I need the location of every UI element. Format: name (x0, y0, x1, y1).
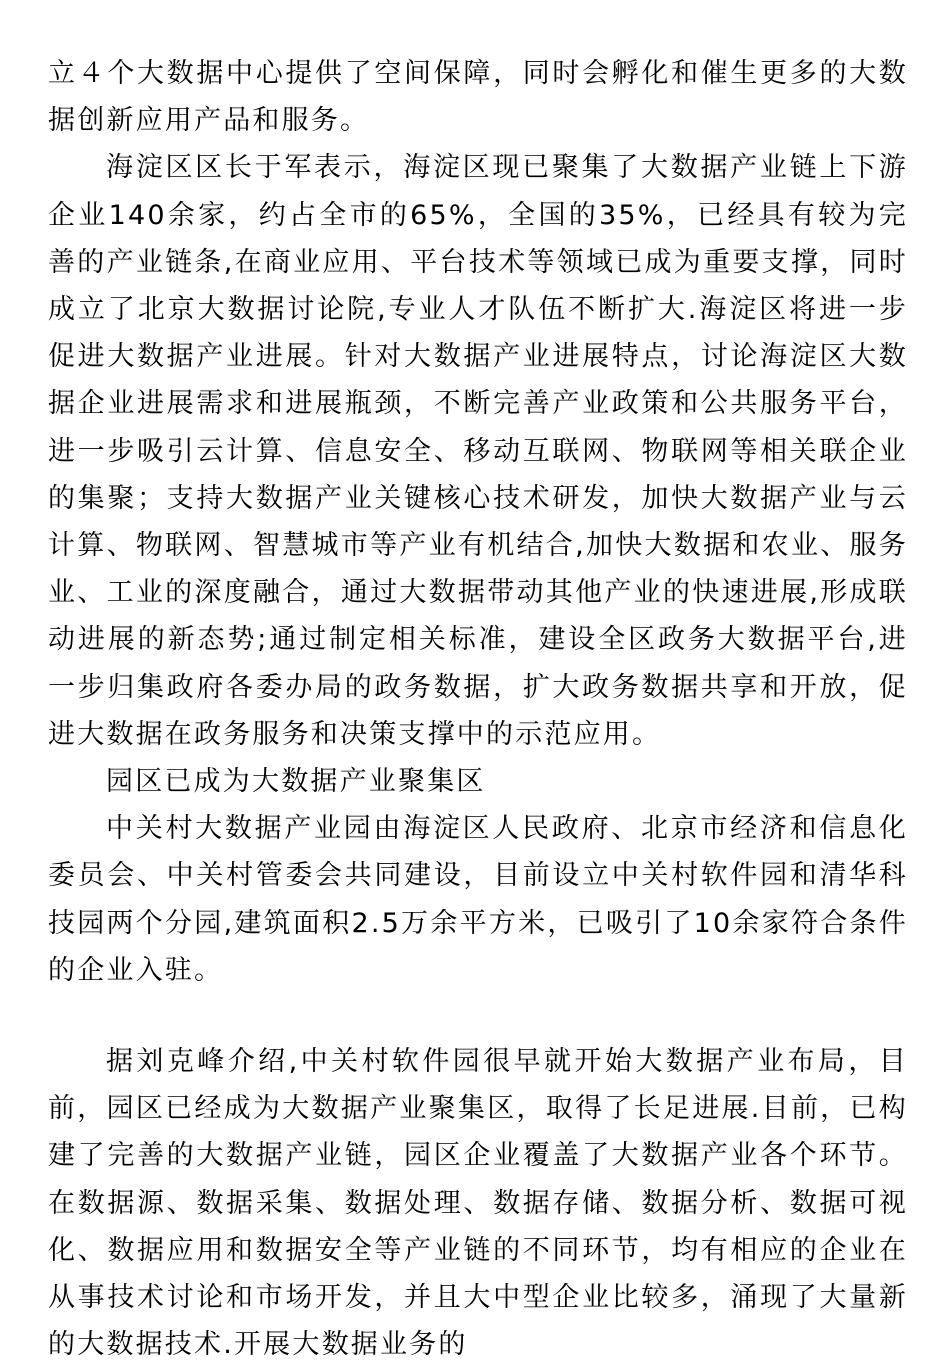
paragraph-haidian-district: 海淀区区长于军表示，海淀区现已聚集了大数据产业链上下游企业140余家，约占全市的65%，全国的35%，已经具有较为完善的产业链条,在商业应用、平台技术等领域已成为重要支撑，同时成立了北京大数据讨论院,专业人才队伍不断扩大.海淀区将进一步促进大数据产业进展。针对大数据产业进展特点，讨论海淀区大数据企业进展需求和进展瓶颈，不断完善产业政策和公共服务平台，进一步吸引云计算、信息安全、移动互联网、物联网等相关联企业的集聚；支持大数据产业关键核心技术研发，加快大数据产业与云计算、物联网、智慧城市等产业有机结合,加快大数据和农业、服务业、工业的深度融合，通过大数据带动其他产业的快速进展,形成联动进展的新态势;通过制定相关标准，建设全区政务大数据平台,进一步归集政府各委办局的政务数据，扩大政务数据共享和开放，促进大数据在政务服务和决策支撑中的示范应用。 (48, 152, 908, 750)
section-heading: 园区已成为大数据产业聚集区 (106, 766, 486, 798)
paragraph-industry-park: 中关村大数据产业园由海淀区人民政府、北京市经济和信息化委员会、中关村管委会共同建设，目前设立中关村软件园和清华科技园两个分园,建筑面积2.5万余平方米，已吸引了10余家符合条件的企业入驻。 (48, 813, 908, 986)
paragraph-intro-continuation: 立４个大数据中心提供了空间保障，同时会孵化和催生更多的大数据创新应用产品和服务。 (48, 58, 908, 137)
paragraph-gap (48, 994, 908, 1038)
paragraph-software-park: 据刘克峰介绍,中关村软件园很早就开始大数据产业布局，目前，园区已经成为大数据产业聚集区，取得了长足进展.目前，已构建了完善的大数据产业链，园区企业覆盖了大数据产业各个环节。在数据源、数据采集、数据处理、数据存储、数据分析、数据可视化、数据应用和数据安全等产业链的不同环节，均有相应的企业在从事技术讨论和市场开发，并且大中型企业比较多，涌现了大量新的大数据技术.开展大数据业务的 (48, 1046, 908, 1361)
